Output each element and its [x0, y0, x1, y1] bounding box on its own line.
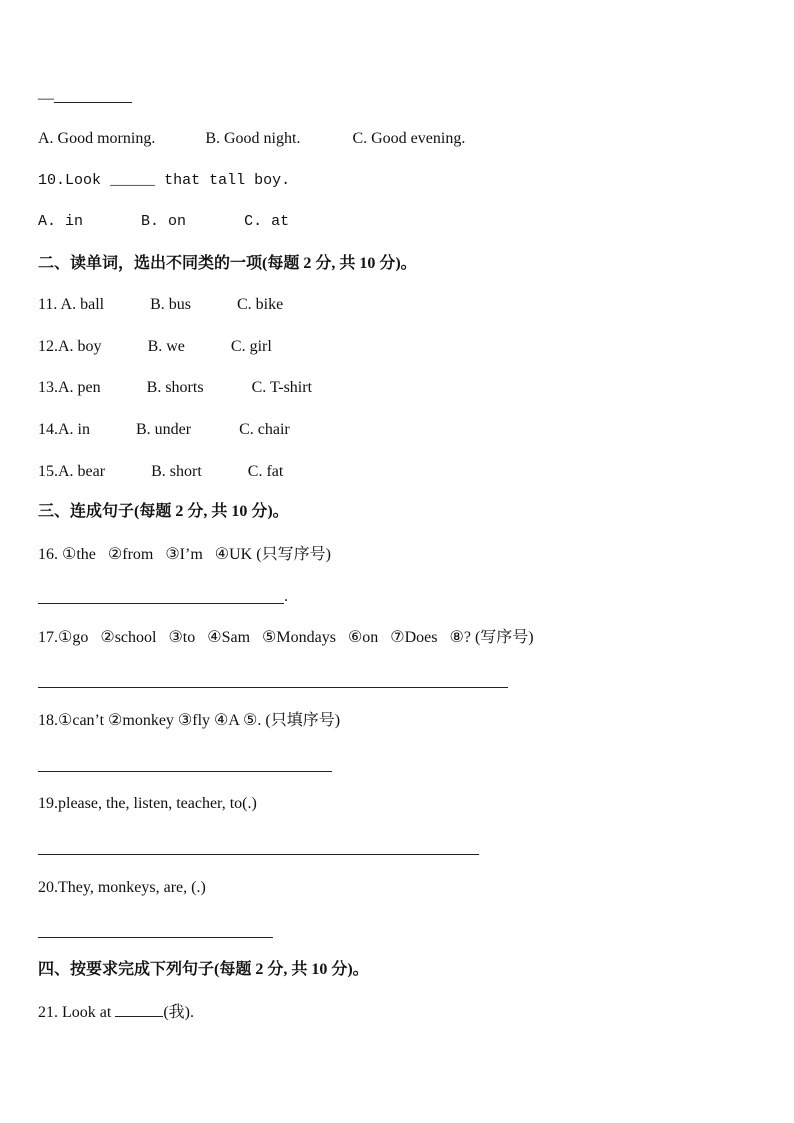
q14-option-b: B. under [136, 421, 192, 438]
q9-dash: — [38, 90, 54, 107]
q12-option-b: B. we [147, 338, 185, 355]
q13-option-b: B. shorts [146, 379, 204, 396]
q17-question: 17.①go ②school ③to ④Sam ⑤Mondays ⑥on ⑦Does ⑧? (写序号) [38, 629, 534, 646]
q10-blank[interactable]: _____ [110, 172, 156, 189]
q9-option-a: A. Good morning. [38, 130, 156, 147]
q10-prefix: 10.Look [38, 172, 102, 189]
section2-title: 二、读单词，选出不同类的一项(每题 2 分, 共 10 分)。 [38, 255, 417, 272]
q11-option-b: B. bus [150, 296, 191, 313]
q13-number: 13. [38, 379, 58, 396]
q11-row [38, 295, 283, 315]
q21-prefix: 21. Look at [38, 1004, 112, 1021]
q12-option-c: C. girl [230, 338, 272, 355]
q9-answer-line [38, 88, 132, 109]
q18-answer-line[interactable] [38, 771, 332, 772]
q9-blank[interactable] [54, 88, 132, 103]
q13-option-c: C. T-shirt [251, 379, 313, 396]
q9-option-b: B. Good night. [205, 130, 301, 147]
q21-blank[interactable] [115, 1002, 163, 1017]
section4-title: 四、按要求完成下列句子(每题 2 分, 共 10 分)。 [38, 961, 369, 978]
q11-option-c: C. bike [236, 296, 284, 313]
q11-number: 11. [38, 296, 58, 313]
q19-question: 19.please, the, listen, teacher, to(.) [38, 795, 257, 812]
q16-answer-line[interactable] [38, 603, 284, 604]
q10-option-a: A. in [38, 213, 84, 230]
q16-question: 16. ①the ②from ③I’m ④UK (只写序号) [38, 546, 331, 563]
q14-option-a: A. in [58, 421, 90, 438]
q10-option-b: B. on [141, 213, 187, 230]
q14-row [38, 420, 290, 440]
q13-row [38, 378, 312, 398]
q12-option-a: A. boy [58, 338, 102, 355]
q10-options [38, 212, 289, 232]
q9-option-c: C. Good evening. [352, 130, 466, 147]
q12-number: 12. [38, 338, 58, 355]
q11-option-a: A. ball [60, 296, 105, 313]
q15-option-c: C. fat [247, 463, 284, 480]
q14-number: 14. [38, 421, 58, 438]
q10-suffix: that tall boy. [164, 172, 291, 189]
q15-option-b: B. short [151, 463, 202, 480]
q15-option-a: A. bear [58, 463, 106, 480]
q17-answer-line[interactable] [38, 687, 508, 688]
q20-question: 20.They, monkeys, are, (.) [38, 879, 206, 896]
q20-answer-line[interactable] [38, 937, 273, 938]
q10-option-c: C. at [244, 213, 290, 230]
section3-title: 三、连成句子(每题 2 分, 共 10 分)。 [38, 503, 289, 520]
q18-question: 18.①can’t ②monkey ③fly ④A ⑤. (只填序号) [38, 712, 341, 729]
q16-period: . [284, 588, 288, 605]
q14-option-c: C. chair [239, 421, 290, 438]
q19-answer-line[interactable] [38, 854, 479, 855]
q15-number: 15. [38, 463, 58, 480]
q13-option-a: A. pen [58, 379, 101, 396]
q21-question [38, 1002, 194, 1023]
q10-question [38, 171, 290, 191]
q15-row [38, 462, 283, 482]
q9-options [38, 129, 465, 149]
q21-suffix: (我). [163, 1004, 194, 1021]
q12-row [38, 337, 272, 357]
